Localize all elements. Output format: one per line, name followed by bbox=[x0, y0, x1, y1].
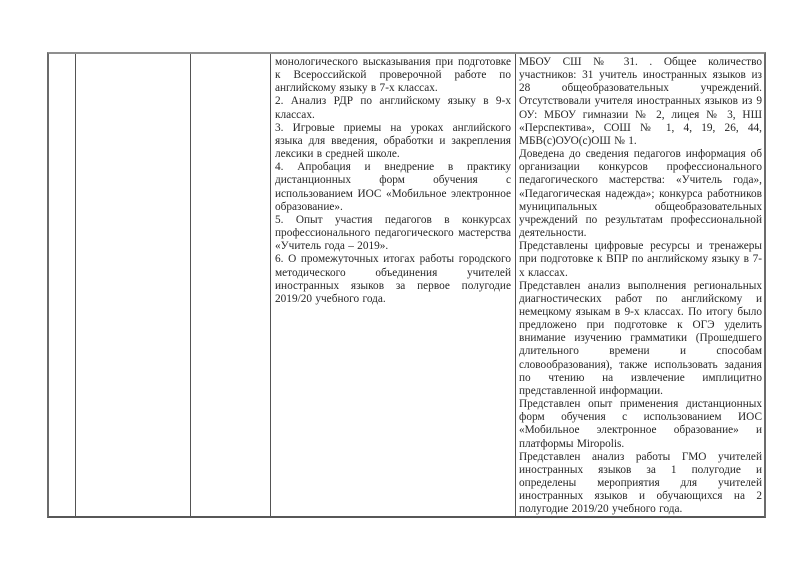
paragraph: 3. Игровые приемы на уроках английского языка для введения, обработки и закрепления лексики в средней школе. bbox=[275, 121, 511, 161]
paragraph: монологического высказывания при подготовке к Всероссийской проверочной работе по английскому языку в 7-х классах. bbox=[275, 56, 511, 95]
paragraph: Доведена до сведения педагогов информация об организации конкурсов профессионального педагогического мастерства: «Учитель года», «Педагогическая надежда»; конкурса работников муниципальных общеобразовательных учреждений по результатам профессиональной деятельности. bbox=[519, 148, 762, 240]
paragraph: 2. Анализ РДР по английскому языку в 9-х классах. bbox=[275, 95, 511, 121]
paragraph: Представлен анализ выполнения региональных диагностических работ по английскому и немецкому языкам в 9-х классах. По итогу было предложено при подготовке к ОГЭ уделить внимание изучению грамматики (Прошедшего длительного времени и способам словообразования), также использовать задания по чтению на извлечение имплицитно представленной информации. bbox=[519, 279, 762, 397]
report-table bbox=[47, 52, 766, 518]
table-cell-agenda-items bbox=[270, 54, 515, 516]
table-cell-empty-3 bbox=[190, 54, 270, 516]
paragraph: 5. Опыт участия педагогов в конкурсах профессионального педагогического мастерства «Учитель года – 2019». bbox=[275, 213, 511, 253]
table-cell-meeting-results bbox=[515, 54, 764, 516]
paragraph: 6. О промежуточных итогах работы городского методического объединения учителей иностранных языков за первое полугодие 2019/20 учебного года. bbox=[275, 253, 511, 305]
table-cell-empty-2 bbox=[75, 54, 190, 516]
paragraph: Представлен опыт применения дистанционных форм обучения с использованием ИОС «Мобильное электронное образование» и платформы Miropolis. bbox=[519, 398, 762, 450]
paragraph: Представлены цифровые ресурсы и тренажеры при подготовке к ВПР по английскому языку в 7-х классах. bbox=[519, 240, 762, 279]
paragraph: МБОУ СШ № 31. . Общее количество участников: 31 учитель иностранных языков из 28 общеобразовательных учреждений. Отсутствовали учителя иностранных языков из 9 ОУ: МБОУ гимназии № 2, лицея № 3, НШ «Перспектива», СОШ № 1, 4, 19, 26, 44, МБВ(с)ОУО(с)ОШ № 1. bbox=[519, 56, 762, 147]
paragraph: Представлен анализ работы ГМО учителей иностранных языков за 1 полугодие и определены мероприятия для учителей иностранных языков и обучающихся на 2 полугодие 2019/20 учебного года. bbox=[519, 450, 762, 516]
paragraph: 4. Апробация и внедрение в практику дистанционных форм обучения с использованием ИОС «Мобильное электронное образование». bbox=[275, 161, 511, 213]
table-cell-empty-1 bbox=[49, 54, 75, 516]
